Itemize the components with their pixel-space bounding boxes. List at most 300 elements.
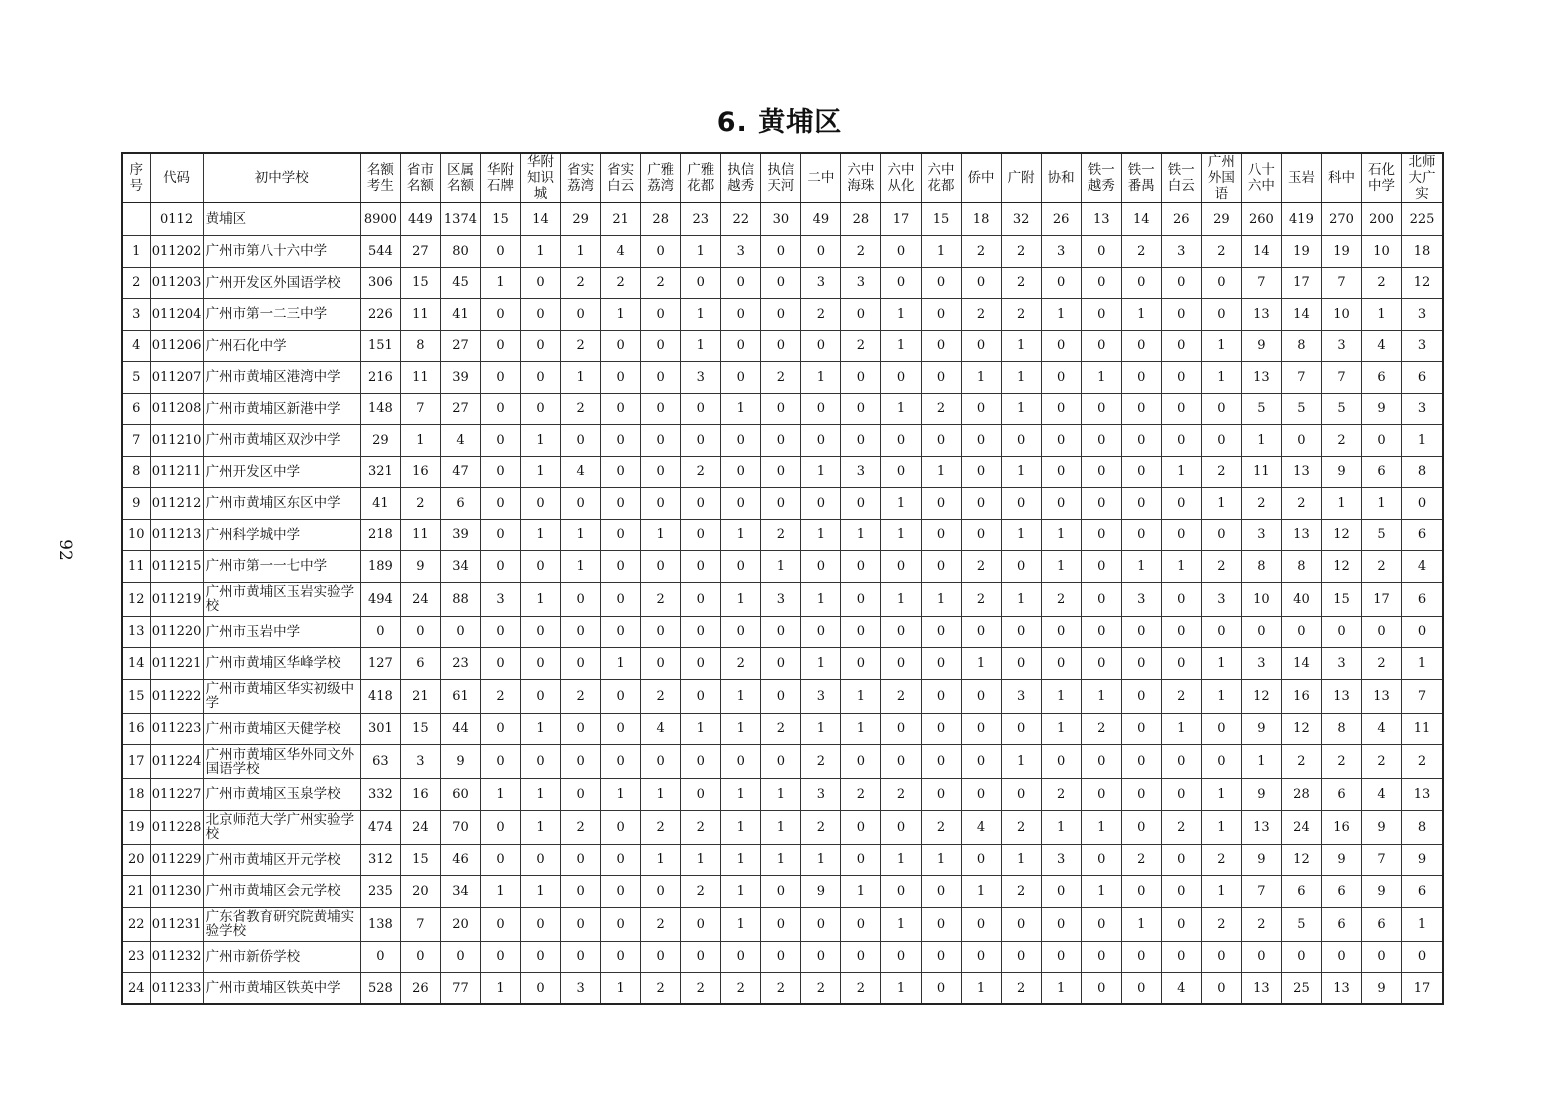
school-code: 011227 xyxy=(150,779,203,811)
school-name: 广州市黄埔区玉岩实验学校 xyxy=(203,582,360,616)
quota-cell: 0 xyxy=(681,648,721,680)
quota-cell: 0 xyxy=(641,488,681,520)
quota-cell: 0 xyxy=(1041,941,1081,973)
quota-cell: 1 xyxy=(881,393,921,425)
quota-cell: 2 xyxy=(480,679,520,713)
quota-cell: 0 xyxy=(761,236,801,268)
school-name: 广州市黄埔区铁英中学 xyxy=(203,973,360,1005)
quota-cell: 15 xyxy=(400,844,440,876)
quota-cell: 1 xyxy=(1201,648,1241,680)
quota-cell: 0 xyxy=(601,456,641,488)
row-index: 1 xyxy=(122,236,150,268)
quota-cell: 1 xyxy=(521,456,561,488)
quota-cell: 0 xyxy=(921,616,961,648)
quota-cell: 0 xyxy=(1041,907,1081,941)
quota-cell: 0 xyxy=(761,616,801,648)
quota-cell: 0 xyxy=(1402,488,1443,520)
quota-cell: 14 xyxy=(1121,203,1161,236)
quota-cell: 9 xyxy=(1362,876,1402,908)
quota-cell: 0 xyxy=(601,844,641,876)
quota-cell: 2 xyxy=(1161,810,1201,844)
quota-cell: 2 xyxy=(681,810,721,844)
quota-cell: 0 xyxy=(1201,745,1241,779)
quota-cell: 0 xyxy=(1081,519,1121,551)
quota-cell: 1 xyxy=(721,810,761,844)
quota-cell: 9 xyxy=(400,551,440,583)
quota-cell: 8 xyxy=(1402,456,1443,488)
quota-cell: 0 xyxy=(721,745,761,779)
quota-cell: 0 xyxy=(1161,393,1201,425)
quota-cell: 0 xyxy=(1081,488,1121,520)
quota-cell: 3 xyxy=(801,679,841,713)
quota-cell: 225 xyxy=(1402,203,1443,236)
quota-cell: 28 xyxy=(641,203,681,236)
quota-cell: 0 xyxy=(921,941,961,973)
quota-cell: 12 xyxy=(1281,844,1321,876)
quota-cell: 41 xyxy=(360,488,400,520)
row-index: 21 xyxy=(122,876,150,908)
quota-cell: 0 xyxy=(601,810,641,844)
quota-cell: 0 xyxy=(561,941,601,973)
quota-cell: 0 xyxy=(400,941,440,973)
quota-cell: 0 xyxy=(801,425,841,457)
quota-cell: 13 xyxy=(1241,299,1281,331)
quota-cell: 260 xyxy=(1241,203,1281,236)
quota-cell: 4 xyxy=(1362,779,1402,811)
quota-cell: 1 xyxy=(841,876,881,908)
quota-cell: 226 xyxy=(360,299,400,331)
quota-cell: 6 xyxy=(1321,779,1361,811)
quota-cell: 1 xyxy=(841,679,881,713)
school-code: 011231 xyxy=(150,907,203,941)
quota-cell: 39 xyxy=(440,519,480,551)
quota-cell: 0 xyxy=(921,551,961,583)
row-index: 14 xyxy=(122,648,150,680)
quota-cell: 0 xyxy=(1121,519,1161,551)
quota-cell: 0 xyxy=(480,616,520,648)
quota-cell: 0 xyxy=(1121,393,1161,425)
quota-cell: 0 xyxy=(681,488,721,520)
quota-cell: 0 xyxy=(961,425,1001,457)
quota-cell: 6 xyxy=(1362,907,1402,941)
quota-cell: 0 xyxy=(921,488,961,520)
quota-cell: 0 xyxy=(761,330,801,362)
row-index: 20 xyxy=(122,844,150,876)
quota-cell: 25 xyxy=(1281,973,1321,1005)
quota-cell: 0 xyxy=(641,299,681,331)
quota-cell: 0 xyxy=(801,236,841,268)
quota-cell: 189 xyxy=(360,551,400,583)
quota-cell: 218 xyxy=(360,519,400,551)
quota-cell: 2 xyxy=(721,973,761,1005)
quota-cell: 1 xyxy=(801,844,841,876)
quota-cell: 5 xyxy=(1362,519,1402,551)
column-header: 代码 xyxy=(150,153,203,203)
quota-cell: 3 xyxy=(1041,844,1081,876)
quota-cell: 1 xyxy=(961,876,1001,908)
quota-cell: 1 xyxy=(1321,488,1361,520)
quota-cell: 0 xyxy=(521,362,561,394)
quota-cell: 0 xyxy=(801,393,841,425)
quota-cell: 0 xyxy=(641,362,681,394)
quota-cell: 1 xyxy=(1001,362,1041,394)
table-row xyxy=(122,425,1443,457)
quota-cell: 235 xyxy=(360,876,400,908)
quota-cell: 0 xyxy=(721,330,761,362)
school-code: 011230 xyxy=(150,876,203,908)
quota-cell: 0 xyxy=(721,267,761,299)
quota-cell: 6 xyxy=(400,648,440,680)
quota-cell: 0 xyxy=(1201,299,1241,331)
quota-cell: 1 xyxy=(521,582,561,616)
quota-cell: 2 xyxy=(1362,267,1402,299)
quota-cell: 1 xyxy=(881,844,921,876)
quota-cell: 2 xyxy=(641,267,681,299)
quota-cell: 3 xyxy=(400,745,440,779)
quota-cell: 0 xyxy=(521,267,561,299)
quota-cell: 0 xyxy=(521,907,561,941)
row-index: 5 xyxy=(122,362,150,394)
quota-cell: 1 xyxy=(1201,488,1241,520)
quota-cell: 7 xyxy=(400,907,440,941)
quota-cell: 17 xyxy=(1362,582,1402,616)
quota-cell: 0 xyxy=(1121,648,1161,680)
quota-cell: 3 xyxy=(1402,393,1443,425)
quota-cell: 1 xyxy=(961,648,1001,680)
quota-cell: 2 xyxy=(961,551,1001,583)
quota-cell: 0 xyxy=(1081,616,1121,648)
quota-cell: 0 xyxy=(921,362,961,394)
quota-cell: 0 xyxy=(480,713,520,745)
quota-cell: 1 xyxy=(480,779,520,811)
quota-cell: 4 xyxy=(1161,973,1201,1005)
quota-cell: 14 xyxy=(1281,299,1321,331)
quota-cell: 28 xyxy=(841,203,881,236)
quota-cell: 0 xyxy=(1081,941,1121,973)
quota-cell: 0 xyxy=(1081,236,1121,268)
quota-cell: 1 xyxy=(1402,907,1443,941)
quota-cell: 138 xyxy=(360,907,400,941)
quota-cell: 0 xyxy=(841,393,881,425)
quota-cell: 16 xyxy=(1281,679,1321,713)
school-name: 广州市黄埔区双沙中学 xyxy=(203,425,360,457)
quota-cell: 0 xyxy=(921,648,961,680)
column-header: 华附知识城 xyxy=(521,153,561,203)
quota-cell: 2 xyxy=(1201,456,1241,488)
quota-cell: 2 xyxy=(921,393,961,425)
quota-cell: 0 xyxy=(801,551,841,583)
quota-cell: 1 xyxy=(761,551,801,583)
quota-cell: 2 xyxy=(400,488,440,520)
quota-cell: 21 xyxy=(601,203,641,236)
quota-cell: 0 xyxy=(1121,488,1161,520)
quota-cell: 2 xyxy=(1241,488,1281,520)
quota-cell: 0 xyxy=(1081,456,1121,488)
quota-cell: 28 xyxy=(1281,779,1321,811)
table-row xyxy=(122,973,1443,1005)
row-index: 4 xyxy=(122,330,150,362)
quota-cell: 0 xyxy=(1201,973,1241,1005)
quota-cell: 1 xyxy=(1041,519,1081,551)
quota-cell: 2 xyxy=(1362,648,1402,680)
quota-cell: 1 xyxy=(801,713,841,745)
quota-cell: 1 xyxy=(881,299,921,331)
table-row xyxy=(122,330,1443,362)
quota-cell: 321 xyxy=(360,456,400,488)
quota-cell: 1 xyxy=(1362,488,1402,520)
quota-cell: 1 xyxy=(521,713,561,745)
quota-cell: 2 xyxy=(1041,582,1081,616)
quota-cell: 418 xyxy=(360,679,400,713)
school-name: 广州市黄埔区玉泉学校 xyxy=(203,779,360,811)
quota-cell: 0 xyxy=(761,679,801,713)
quota-cell: 0 xyxy=(1241,616,1281,648)
table-row xyxy=(122,456,1443,488)
column-header: 科中 xyxy=(1321,153,1361,203)
quota-cell: 2 xyxy=(1281,745,1321,779)
quota-cell: 1 xyxy=(681,844,721,876)
school-code: 011208 xyxy=(150,393,203,425)
column-header: 省实白云 xyxy=(601,153,641,203)
quota-cell: 0 xyxy=(521,844,561,876)
quota-cell: 1 xyxy=(1201,679,1241,713)
quota-cell: 0 xyxy=(881,810,921,844)
school-name: 广州石化中学 xyxy=(203,330,360,362)
row-index: 15 xyxy=(122,679,150,713)
quota-cell: 0 xyxy=(841,582,881,616)
quota-cell: 2 xyxy=(1001,973,1041,1005)
quota-cell: 1 xyxy=(521,425,561,457)
school-code: 011212 xyxy=(150,488,203,520)
quota-cell: 70 xyxy=(440,810,480,844)
quota-cell: 0 xyxy=(1081,844,1121,876)
quota-cell: 1 xyxy=(561,551,601,583)
quota-cell: 0 xyxy=(881,425,921,457)
quota-cell: 1 xyxy=(480,267,520,299)
quota-cell: 0 xyxy=(961,330,1001,362)
quota-cell: 0 xyxy=(881,236,921,268)
quota-cell: 2 xyxy=(601,267,641,299)
column-header: 执信越秀 xyxy=(721,153,761,203)
quota-cell: 0 xyxy=(841,810,881,844)
quota-cell: 2 xyxy=(1001,236,1041,268)
quota-cell: 8 xyxy=(400,330,440,362)
quota-cell: 0 xyxy=(921,679,961,713)
quota-cell: 9 xyxy=(1362,973,1402,1005)
quota-cell: 47 xyxy=(440,456,480,488)
quota-cell: 2 xyxy=(681,973,721,1005)
quota-cell: 30 xyxy=(761,203,801,236)
table-row xyxy=(122,393,1443,425)
quota-cell: 0 xyxy=(841,941,881,973)
quota-cell: 61 xyxy=(440,679,480,713)
quota-cell: 0 xyxy=(921,425,961,457)
column-header: 协和 xyxy=(1041,153,1081,203)
quota-cell: 0 xyxy=(641,745,681,779)
quota-cell: 6 xyxy=(1281,876,1321,908)
quota-cell: 0 xyxy=(761,941,801,973)
quota-cell: 1 xyxy=(721,393,761,425)
quota-cell: 9 xyxy=(801,876,841,908)
quota-cell: 0 xyxy=(1001,616,1041,648)
quota-cell: 1374 xyxy=(440,203,480,236)
quota-cell: 0 xyxy=(961,456,1001,488)
quota-cell: 0 xyxy=(1121,973,1161,1005)
quota-cell: 15 xyxy=(921,203,961,236)
quota-cell: 14 xyxy=(521,203,561,236)
column-header: 华附石牌 xyxy=(480,153,520,203)
quota-cell: 34 xyxy=(440,876,480,908)
quota-cell: 0 xyxy=(1121,713,1161,745)
quota-cell: 2 xyxy=(641,582,681,616)
quota-cell: 1 xyxy=(761,779,801,811)
quota-cell: 1 xyxy=(1001,519,1041,551)
quota-cell: 2 xyxy=(1001,876,1041,908)
quota-cell: 15 xyxy=(400,713,440,745)
quota-cell: 0 xyxy=(1001,648,1041,680)
quota-cell: 0 xyxy=(1161,648,1201,680)
quota-cell: 0 xyxy=(561,425,601,457)
row-index: 19 xyxy=(122,810,150,844)
quota-cell: 16 xyxy=(1321,810,1361,844)
quota-cell: 0 xyxy=(881,876,921,908)
quota-cell: 0 xyxy=(521,393,561,425)
quota-cell: 0 xyxy=(921,519,961,551)
quota-cell: 0 xyxy=(440,616,480,648)
school-name: 广州科学城中学 xyxy=(203,519,360,551)
quota-cell: 23 xyxy=(440,648,480,680)
quota-cell: 0 xyxy=(1041,876,1081,908)
quota-cell: 2 xyxy=(641,810,681,844)
quota-cell: 1 xyxy=(881,519,921,551)
column-header: 二中 xyxy=(801,153,841,203)
school-code: 011228 xyxy=(150,810,203,844)
quota-cell: 0 xyxy=(1121,679,1161,713)
quota-cell: 2 xyxy=(1081,713,1121,745)
quota-cell: 10 xyxy=(1362,236,1402,268)
quota-cell: 1 xyxy=(921,236,961,268)
quota-cell: 27 xyxy=(440,330,480,362)
quota-cell: 29 xyxy=(1201,203,1241,236)
quota-cell: 0 xyxy=(1281,941,1321,973)
quota-cell: 0 xyxy=(681,941,721,973)
quota-cell: 0 xyxy=(1081,648,1121,680)
quota-cell: 7 xyxy=(1241,267,1281,299)
quota-cell: 1 xyxy=(961,973,1001,1005)
quota-cell: 0 xyxy=(480,330,520,362)
quota-cell: 0 xyxy=(841,907,881,941)
table-row xyxy=(122,582,1443,616)
quota-cell: 0 xyxy=(1001,713,1041,745)
quota-cell: 0 xyxy=(480,456,520,488)
quota-cell: 1 xyxy=(601,299,641,331)
quota-cell: 3 xyxy=(1121,582,1161,616)
quota-cell: 26 xyxy=(400,973,440,1005)
quota-cell: 1 xyxy=(1041,973,1081,1005)
school-name: 广州市新侨学校 xyxy=(203,941,360,973)
column-header: 名额考生 xyxy=(360,153,400,203)
quota-cell: 1 xyxy=(1121,907,1161,941)
quota-cell: 0 xyxy=(360,616,400,648)
quota-cell: 0 xyxy=(601,362,641,394)
table-row xyxy=(122,616,1443,648)
quota-cell: 0 xyxy=(1321,941,1361,973)
quota-cell: 1 xyxy=(1241,745,1281,779)
quota-cell: 0 xyxy=(1201,941,1241,973)
quota-cell: 2 xyxy=(841,779,881,811)
quota-cell: 1 xyxy=(761,810,801,844)
quota-cell: 24 xyxy=(1281,810,1321,844)
quota-cell: 13 xyxy=(1241,362,1281,394)
quota-cell: 3 xyxy=(1402,330,1443,362)
column-header: 铁一番禺 xyxy=(1121,153,1161,203)
quota-cell: 2 xyxy=(801,299,841,331)
quota-cell: 1 xyxy=(921,844,961,876)
quota-cell: 0 xyxy=(601,679,641,713)
quota-cell: 0 xyxy=(561,582,601,616)
school-name: 广州市黄埔区港湾中学 xyxy=(203,362,360,394)
column-header: 六中花都 xyxy=(921,153,961,203)
quota-cell: 2 xyxy=(1321,745,1361,779)
quota-cell: 0 xyxy=(841,425,881,457)
quota-cell: 0 xyxy=(521,488,561,520)
school-name: 广州市第一一七中学 xyxy=(203,551,360,583)
table-row xyxy=(122,779,1443,811)
quota-cell: 49 xyxy=(801,203,841,236)
quota-cell: 4 xyxy=(1362,713,1402,745)
school-name: 广州市第八十六中学 xyxy=(203,236,360,268)
quota-cell: 13 xyxy=(1402,779,1443,811)
quota-cell: 0 xyxy=(561,844,601,876)
quota-cell: 4 xyxy=(1362,330,1402,362)
quota-cell: 29 xyxy=(561,203,601,236)
quota-cell: 1 xyxy=(561,236,601,268)
quota-cell: 2 xyxy=(761,973,801,1005)
quota-cell: 1 xyxy=(881,582,921,616)
quota-cell: 44 xyxy=(440,713,480,745)
quota-cell: 0 xyxy=(961,393,1001,425)
row-index: 18 xyxy=(122,779,150,811)
quota-cell: 9 xyxy=(1362,393,1402,425)
quota-cell: 1 xyxy=(921,582,961,616)
quota-cell: 2 xyxy=(1001,299,1041,331)
quota-cell: 0 xyxy=(921,713,961,745)
quota-cell: 0 xyxy=(1041,488,1081,520)
quota-cell: 0 xyxy=(1321,616,1361,648)
quota-cell: 8 xyxy=(1402,810,1443,844)
quota-cell: 9 xyxy=(1402,844,1443,876)
quota-cell: 0 xyxy=(480,551,520,583)
quota-cell: 0 xyxy=(841,362,881,394)
page-title: 6. 黄埔区 xyxy=(716,107,843,138)
row-index: 23 xyxy=(122,941,150,973)
quota-cell: 0 xyxy=(601,519,641,551)
quota-cell: 0 xyxy=(841,616,881,648)
quota-cell: 7 xyxy=(1402,679,1443,713)
school-code: 011222 xyxy=(150,679,203,713)
quota-cell: 528 xyxy=(360,973,400,1005)
quota-cell: 0 xyxy=(1001,551,1041,583)
quota-cell: 0 xyxy=(561,648,601,680)
quota-cell: 0 xyxy=(1041,330,1081,362)
column-header: 初中学校 xyxy=(203,153,360,203)
quota-cell: 20 xyxy=(400,876,440,908)
quota-cell: 0 xyxy=(1121,425,1161,457)
quota-cell: 0 xyxy=(1201,713,1241,745)
quota-cell: 1 xyxy=(521,810,561,844)
quota-cell: 0 xyxy=(921,299,961,331)
quota-cell: 2 xyxy=(1121,844,1161,876)
